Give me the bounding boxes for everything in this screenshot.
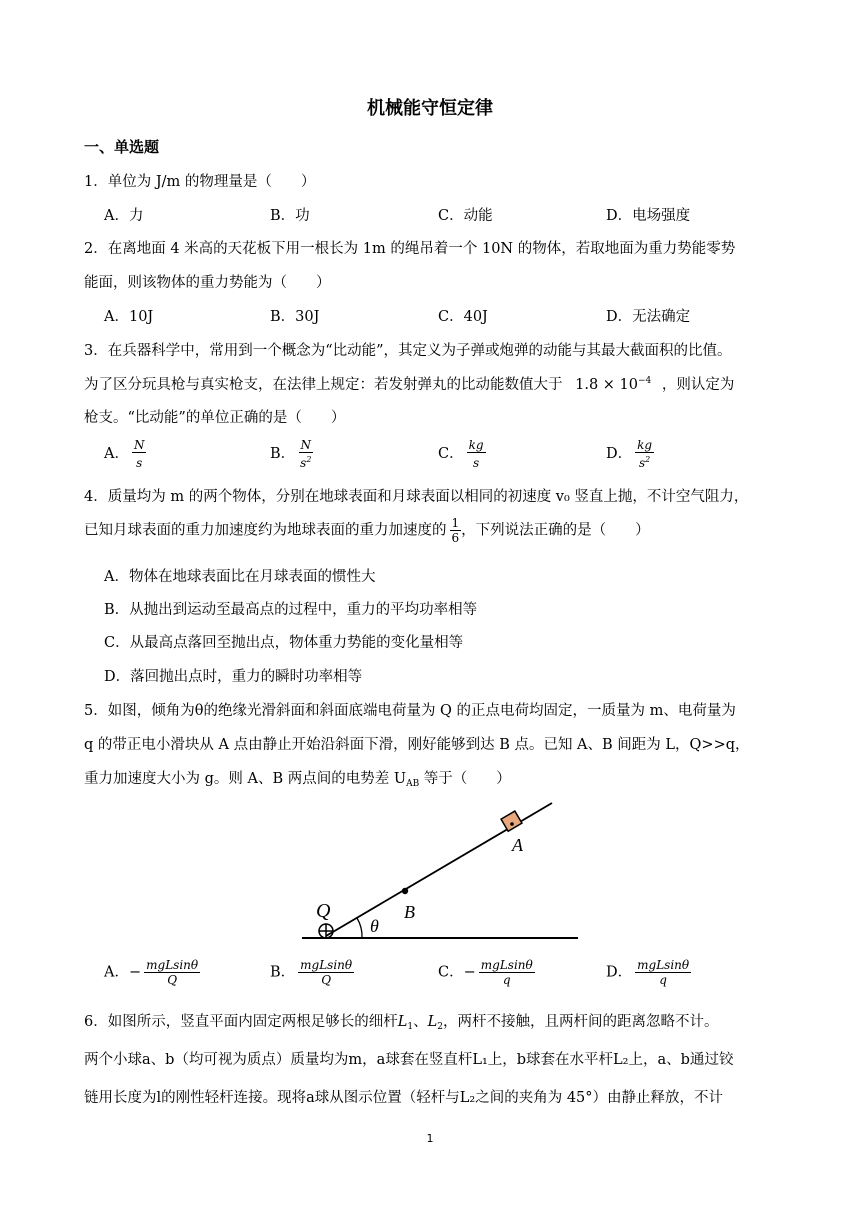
q3-stem-post: ，则认定为 (661, 377, 735, 393)
q6-stem-pre: 6．如图所示，竖直平面内固定两根足够长的细杆 (84, 1014, 398, 1030)
label-b: B (404, 902, 415, 922)
q3-stem-pre: 为了区分玩具枪与真实枪支，在法律上规定：若发射弹丸的比动能数值大于 (84, 377, 563, 393)
option-sign: − (463, 964, 476, 981)
fraction-numerator: 1 (451, 516, 460, 530)
label-theta: θ (370, 916, 379, 936)
q1-option-a: A．力 (104, 208, 144, 224)
fraction-numerator: mgLsinθ (480, 958, 533, 972)
rod-l2-symbol: L (427, 1014, 438, 1030)
denominator-base: s (136, 456, 143, 470)
option-letter: C． (438, 446, 464, 462)
q6-separator: 、 (413, 1014, 428, 1030)
fraction-denominator (637, 453, 652, 470)
label-a: A (512, 835, 523, 855)
question-3-stem-line3: 枪支。“比动能”的单位正确的是（ ） (84, 410, 346, 426)
q1-option-d: D．电场强度 (606, 208, 691, 224)
rod-l1-subscript: 1 (407, 1022, 414, 1032)
denominator-base: s (638, 456, 646, 470)
question-1-stem: 1．单位为 J/m 的物理量是（ ） (84, 174, 316, 190)
q5-option-d (606, 958, 691, 987)
one-sixth-fraction (450, 516, 462, 545)
option-letter: B． (270, 964, 296, 981)
option-letter: C． (438, 964, 464, 981)
option-sign: − (128, 964, 142, 981)
question-2-stem-line1: 2．在离地面 4 米高的天花板下用一根长为 1m 的绳吊着一个 10N 的物体，若取地面为重力势能零势 (84, 241, 736, 257)
q4-option-a: A．物体在地球表面比在月球表面的惯性大 (104, 569, 376, 585)
section-heading: 一、单选题 (84, 138, 160, 156)
q3-threshold-exponent: −4 (638, 376, 652, 387)
q3-option-d (606, 438, 654, 470)
fraction-denominator (471, 453, 481, 470)
question-6-stem-line3: 链用长度为l的刚性轻杆连接。现将a球从图示位置（轻杆与L₂之间的夹角为 45°）由静止释放，不计 (84, 1090, 724, 1106)
q5-voltage-subscript: AB (406, 779, 420, 789)
fraction-denominator: q (502, 973, 511, 987)
fraction-numerator: kg (468, 438, 484, 452)
fraction-denominator: q (659, 973, 667, 987)
option-letter: B． (270, 446, 296, 462)
fraction-numerator: mgLsinθ (146, 958, 199, 972)
q4-stem-pre: 已知月球表面的重力加速度约为地球表面的重力加速度的 (84, 522, 447, 539)
q3-option-a (104, 438, 146, 470)
page-number: 1 (426, 1132, 434, 1145)
incline-figure (296, 798, 586, 946)
question-5-stem-line1: 5．如图，倾角为θ的绝缘光滑斜面和斜面底端电荷量为 Q 的正点电荷均固定，一质量为 m、电荷量为 (84, 703, 736, 719)
page-title: 机械能守恒定律 (367, 98, 493, 119)
question-4-stem-line2 (84, 516, 650, 545)
q2-option-b: B．30J (270, 309, 320, 325)
fraction-denominator: Q (321, 973, 332, 987)
rod-l1-symbol: L (397, 1014, 408, 1030)
unit-fraction (467, 438, 486, 470)
fraction-numerator: mgLsinθ (637, 958, 690, 972)
option-letter: A． (104, 964, 129, 981)
unit-fraction (132, 438, 147, 470)
fraction-denominator (298, 453, 313, 470)
slider-block (501, 811, 522, 831)
option-letter: D． (606, 446, 633, 462)
denominator-base: s (300, 456, 307, 470)
q4-stem-post: ，下列说法正确的是（ ） (461, 522, 650, 539)
point-b-marker (402, 888, 408, 894)
q3-threshold-value: 1.8 × 10 (575, 377, 638, 393)
q3-option-b (270, 438, 313, 470)
q5-option-b (270, 958, 354, 987)
q6-stem-post: ，两杆不接触，且两杆间的距离忽略不计。 (442, 1014, 719, 1030)
fraction-denominator: Q (167, 973, 178, 987)
denominator-base: s (473, 456, 480, 470)
question-5-stem-line2: q 的带正电小滑块从 A 点由静止开始沿斜面下滑，刚好能够到达 B 点。已知 A、B 间距为 L，Q>>q， (84, 737, 750, 753)
q1-option-b: B．功 (270, 208, 310, 224)
option-fraction (144, 958, 200, 987)
question-2-stem-line2: 能面，则该物体的重力势能为（ ） (84, 275, 331, 291)
q5-stem-text: 重力加速度大小为 g。则 A、B 两点间的电势差 U (84, 771, 407, 787)
question-3-stem-line1: 3．在兵器科学中，常用到一个概念为“比动能”，其定义为子弹或炮弹的动能与其最大截面积的比值。 (84, 343, 732, 359)
fraction-denominator (134, 453, 144, 470)
q2-option-c: C．40J (438, 309, 488, 325)
q4-option-d: D．落回抛出点时，重力的瞬时功率相等 (104, 669, 363, 685)
q4-option-c: C．从最高点落回至抛出点，物体重力势能的变化量相等 (104, 635, 464, 651)
option-fraction (479, 958, 535, 987)
q1-option-c: C．动能 (438, 208, 493, 224)
q5-option-a (104, 958, 200, 987)
q3-option-c (438, 438, 486, 470)
option-letter: A． (104, 446, 129, 462)
question-5-stem-line3 (84, 767, 511, 789)
q4-option-b: B．从抛出到运动至最高点的过程中，重力的平均功率相等 (104, 602, 478, 618)
q2-option-d: D．无法确定 (606, 309, 691, 325)
rod-l2-subscript: 2 (437, 1022, 443, 1032)
angle-arc (357, 918, 362, 938)
fraction-numerator: N (133, 438, 145, 452)
fraction-numerator: kg (637, 438, 653, 452)
q5-option-c (438, 958, 535, 987)
unit-fraction (298, 438, 313, 470)
point-a-marker (510, 822, 514, 826)
unit-fraction (635, 438, 654, 470)
option-fraction (298, 958, 354, 987)
label-q: Q (316, 900, 331, 922)
fraction-denominator: 6 (451, 531, 460, 545)
q2-option-a: A．10J (104, 309, 154, 325)
denominator-exponent: 2 (645, 455, 651, 464)
fraction-numerator: mgLsinθ (300, 958, 353, 972)
q5-stem-post: 等于（ ） (419, 771, 511, 787)
denominator-exponent: 2 (306, 455, 312, 464)
option-letter: D． (606, 964, 633, 981)
question-6-stem-line2: 两个小球a、b（均可视为质点）质量均为m，a球套在竖直杆L₁上，b球套在水平杆L₂上，a、b通过铰 (84, 1052, 734, 1068)
fraction-numerator: N (300, 438, 312, 452)
option-fraction (635, 958, 691, 987)
question-4-stem-line1: 4．质量均为 m 的两个物体，分别在地球表面和月球表面以相同的初速度 v₀ 竖直上抛，不计空气阻力， (84, 489, 749, 505)
question-3-stem-line2 (84, 373, 734, 394)
question-6-stem-line1 (84, 1010, 718, 1032)
